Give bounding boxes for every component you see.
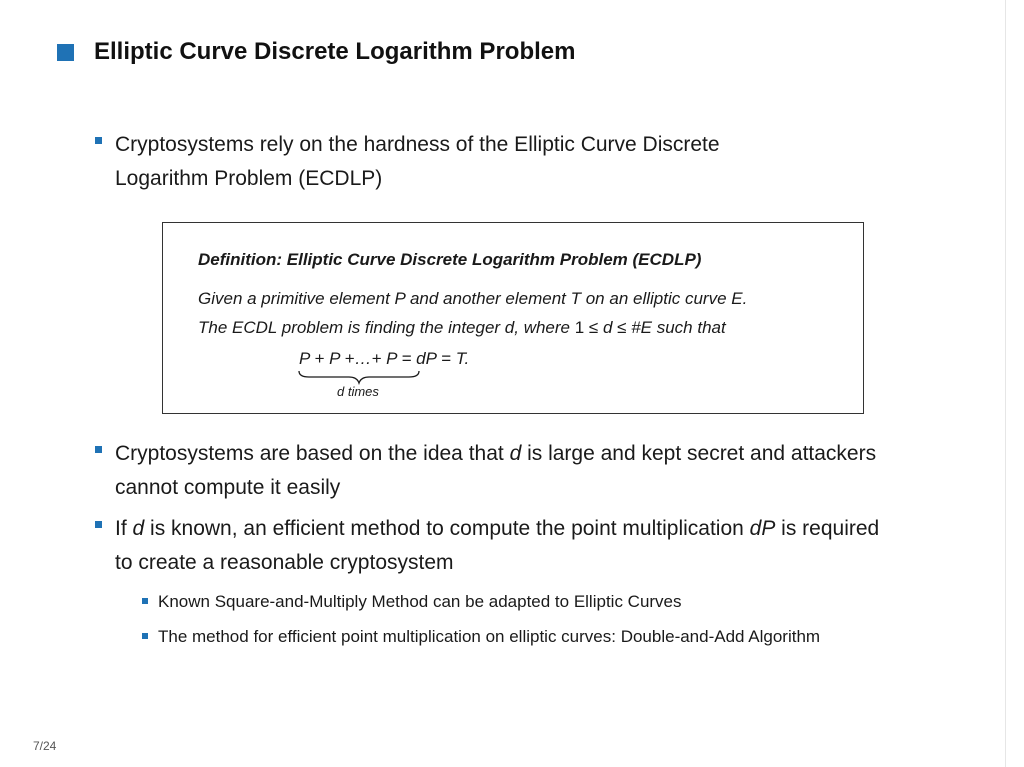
bullet-ecdlp-hardness: [95, 128, 720, 196]
bullet-text-part: Cryptosystems are based on the idea that: [115, 442, 510, 465]
bullet-square-icon: [95, 137, 102, 144]
bullet-text-part: If: [115, 517, 133, 540]
bullet-text-part: is required: [775, 517, 880, 540]
bullet-line: to create a reasonable cryptosystem: [115, 551, 454, 574]
sub-bullet-double-and-add: [142, 627, 820, 647]
bullet-line: Logarithm Problem (ECDLP): [115, 167, 383, 190]
bullet-text: [115, 512, 879, 580]
slide-title: Elliptic Curve Discrete Logarithm Problem: [94, 38, 576, 65]
definition-line: [198, 318, 726, 338]
sub-bullet-square-icon: [142, 633, 148, 639]
bullet-var: d: [132, 517, 145, 540]
bullet-square-icon: [95, 521, 102, 528]
bullet-secret-d: [95, 437, 876, 505]
bullet-line: cannot compute it easily: [115, 476, 341, 499]
bullet-line: Cryptosystems rely on the hardness of the Elliptic Curve Discrete: [115, 133, 720, 156]
definition-title: Definition: Elliptic Curve Discrete Logarithm Problem (ECDLP): [198, 250, 702, 269]
definition-text: ≤ #E such that: [612, 318, 726, 337]
definition-text: The ECDL problem is finding the integer d, where: [198, 318, 575, 337]
definition-line: Given a primitive element P and another element T on an elliptic curve E.: [198, 289, 748, 308]
slide-edge-line: [1005, 0, 1006, 767]
sub-bullet-square-icon: [142, 598, 148, 604]
definition-equation: P + P +…+ P = dP = T.: [299, 349, 470, 368]
bullet-square-icon: [95, 446, 102, 453]
sub-bullet-text: The method for efficient point multiplication on elliptic curves: Double-and-Add Algorithm: [158, 627, 821, 646]
definition-bound: 1 ≤: [574, 318, 603, 337]
bullet-text-part: is large and kept secret and attackers: [521, 442, 877, 465]
bullet-var: dP: [749, 517, 776, 540]
bullet-text: [115, 128, 720, 196]
bullet-var: d: [509, 442, 522, 465]
sub-bullet-text: Known Square-and-Multiply Method can be adapted to Elliptic Curves: [158, 592, 682, 611]
page-number: 7/24: [33, 739, 57, 753]
definition-var: d: [602, 318, 613, 337]
brace-label: d times: [337, 384, 379, 399]
bullet-point-multiplication: [95, 512, 879, 580]
bullet-text: [115, 437, 876, 505]
underbrace-icon: [297, 369, 421, 385]
sub-bullet-square-multiply: [142, 592, 682, 612]
definition-box: [162, 222, 864, 414]
title-square-icon: [57, 44, 74, 61]
bullet-text-part: is known, an efficient method to compute the point multiplication: [144, 517, 750, 540]
slide-header: [57, 37, 575, 67]
